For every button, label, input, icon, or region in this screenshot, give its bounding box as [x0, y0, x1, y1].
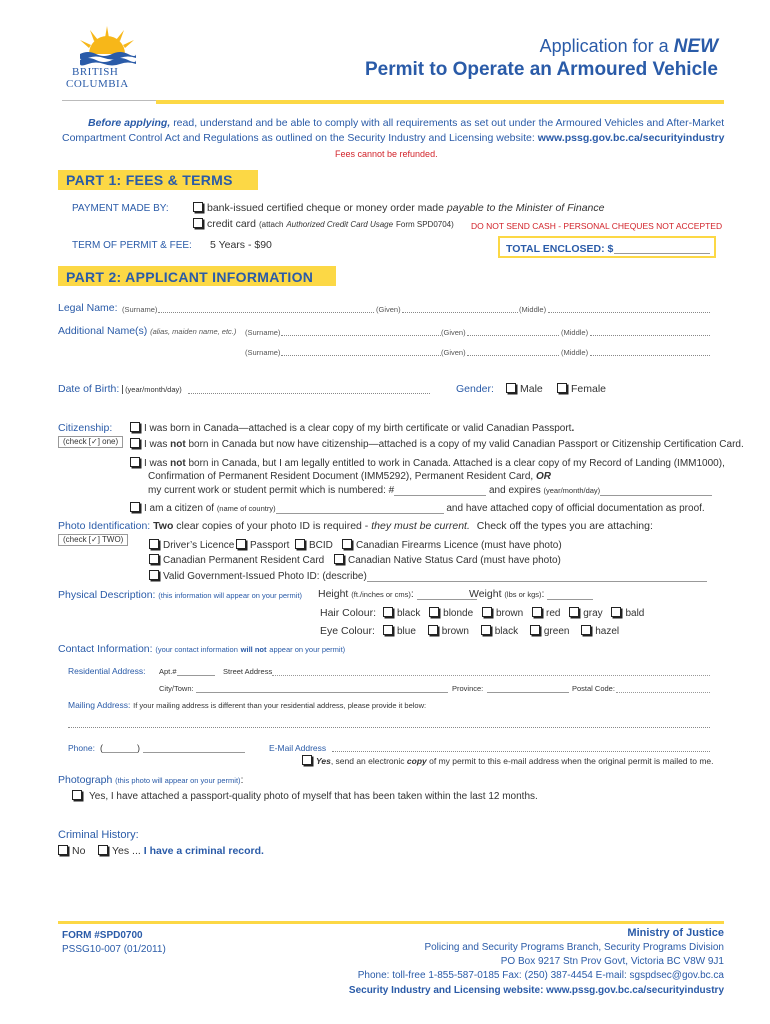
- legal-name-label: Legal Name:: [58, 302, 118, 314]
- criminal-yes-checkbox[interactable]: [98, 845, 108, 855]
- id-bcid[interactable]: BCID: [295, 539, 333, 551]
- city-field[interactable]: [196, 683, 448, 693]
- photograph-checkbox[interactable]: [72, 790, 82, 800]
- photograph-row: Photograph (this photo will appear on your permit):: [58, 774, 244, 786]
- payment-label: PAYMENT MADE BY:: [72, 203, 169, 214]
- hair-options: [383, 607, 644, 619]
- intro-line2: [62, 132, 724, 144]
- physical-row: Physical Description: (this information will appear on your permit): [58, 589, 303, 601]
- total-enclosed-label: TOTAL ENCLOSED: $: [506, 243, 614, 255]
- logo-line2: COLUMBIA: [66, 78, 129, 90]
- cit1-checkbox[interactable]: [130, 422, 140, 432]
- residential-label: Residential Address:: [68, 666, 146, 676]
- legal-given-field[interactable]: [402, 303, 518, 313]
- intro-url-link[interactable]: www.pssg.gov.bc.ca/securityindustry: [537, 132, 725, 144]
- legal-middle-hint: (Middle): [519, 305, 547, 314]
- permit-expiry-field[interactable]: [600, 486, 712, 496]
- city-label: City/Town:: [159, 684, 194, 693]
- add2-given-hint: (Given): [441, 348, 466, 357]
- dob-field[interactable]: [188, 383, 430, 394]
- id-passport[interactable]: Passport: [236, 539, 289, 551]
- add1-surname-hint: (Surname): [245, 328, 281, 337]
- hair-gray[interactable]: gray: [569, 608, 602, 619]
- hair-bald[interactable]: bald: [611, 608, 644, 619]
- other-id-checkbox[interactable]: [149, 570, 159, 580]
- photo-id-row: Photo Identification: Two clear copies of your photo ID is required - they must be current. Check off the types you are attaching:: [58, 520, 653, 532]
- cit3-checkbox[interactable]: [130, 457, 140, 467]
- email-label: E-Mail Address: [269, 743, 327, 753]
- footer-rule: [58, 921, 724, 924]
- hair-black[interactable]: black: [383, 608, 420, 619]
- citizenship-option-2[interactable]: I was not born in Canada but now have citizenship—attached is a copy of my valid Canadian Passport or Citizenship Certification Card.: [130, 438, 744, 450]
- country-field[interactable]: [276, 504, 444, 514]
- male-checkbox[interactable]: [506, 383, 516, 393]
- hair-brown[interactable]: brown: [482, 608, 523, 619]
- add1-given-hint: (Given): [441, 328, 466, 337]
- weight-row: Weight (lbs or kgs):: [469, 588, 593, 600]
- physical-label: Physical Description:: [58, 589, 156, 601]
- id-other[interactable]: Valid Government-Issued Photo ID: (describe): [149, 570, 707, 582]
- add1-surname-field[interactable]: [281, 326, 441, 336]
- firearms-checkbox[interactable]: [342, 539, 352, 549]
- legal-surname-field[interactable]: [158, 303, 374, 313]
- eye-blue[interactable]: blue: [383, 626, 416, 637]
- logo-line1: BRITISH: [72, 66, 119, 78]
- title-prefix: Application for a: [539, 36, 669, 56]
- intro-lead: Before applying,: [88, 117, 171, 129]
- header-rule-yellow: [156, 100, 724, 104]
- citizenship-option-3-line2: Confirmation of Permanent Resident Document (IMM5292), Permanent Resident Card, OR: [148, 471, 551, 482]
- check-one-box: (check [✓] one): [58, 436, 123, 448]
- add1-middle-hint: (Middle): [561, 328, 589, 337]
- intro-line2-text: Compartment Control Act and Regulations as outlined on the Security Industry and Licensing website:: [62, 132, 535, 144]
- hair-label: Hair Colour:: [320, 607, 377, 619]
- eye-brown[interactable]: brown: [428, 626, 469, 637]
- height-field[interactable]: [417, 590, 477, 600]
- address: PO Box 9217 Stn Prov Govt, Victoria BC V8W 9J1: [500, 956, 724, 967]
- postal-label: Postal Code:: [572, 684, 615, 693]
- mailing-row: Mailing Address: If your mailing address is different than your residential address, please provide it below:: [68, 700, 427, 710]
- dob-hint: (year/month/day): [122, 385, 182, 394]
- email-field[interactable]: [332, 742, 710, 752]
- criminal-yes[interactable]: Yes ... I have a criminal record.: [98, 845, 264, 857]
- drivers-checkbox[interactable]: [149, 539, 159, 549]
- add1-given-field[interactable]: [467, 326, 559, 336]
- fees-note: Fees cannot be refunded.: [335, 149, 438, 159]
- area-code-field[interactable]: [103, 743, 137, 753]
- add2-middle-field[interactable]: [590, 346, 710, 356]
- add2-middle-hint: (Middle): [561, 348, 589, 357]
- gender-female[interactable]: Female: [557, 383, 606, 395]
- phone-field[interactable]: ( ): [100, 743, 245, 753]
- citizenship-option-4[interactable]: I am a citizen of (name of country) and have attached copy of official documentation as proof.: [130, 502, 705, 514]
- criminal-no[interactable]: No: [58, 845, 85, 857]
- native-checkbox[interactable]: [334, 554, 344, 564]
- credit-card-checkbox[interactable]: [193, 218, 203, 228]
- website-link[interactable]: Security Industry and Licensing website: www.pssg.gov.bc.ca/securityindustry: [348, 985, 724, 996]
- citizenship-option-3-line3: my current work or student permit which is numbered: # and expires (year/month/day): [148, 485, 712, 496]
- phone-number-field[interactable]: [143, 743, 245, 753]
- legal-middle-field[interactable]: [548, 303, 710, 313]
- gender-male[interactable]: Male: [506, 383, 543, 395]
- additional-names-hint: (alias, maiden name, etc.): [150, 327, 237, 336]
- add2-surname-hint: (Surname): [245, 348, 281, 357]
- term-value: 5 Years - $90: [210, 239, 272, 251]
- credit-card-form: Authorized Credit Card Usage: [286, 220, 394, 229]
- citizenship-label: Citizenship:: [58, 422, 113, 434]
- additional-names-label: Additional Name(s) (alias, maiden name, etc.): [58, 325, 237, 337]
- total-enclosed-field[interactable]: [614, 243, 710, 254]
- add2-given-field[interactable]: [467, 346, 559, 356]
- cheque-checkbox[interactable]: [193, 202, 203, 212]
- height-row: Height (ft./inches or cms):: [318, 588, 477, 600]
- id-pr-card[interactable]: Canadian Permanent Resident Card: [149, 554, 324, 566]
- credit-card-text: credit card: [207, 218, 257, 230]
- check-two-box: (check [✓] TWO): [58, 534, 128, 546]
- photograph-label: Photograph: [58, 774, 113, 786]
- photo-id-label: Photo Identification:: [58, 520, 151, 532]
- dob-label: Date of Birth:: [58, 383, 120, 395]
- id-native[interactable]: Canadian Native Status Card (must have photo): [334, 554, 561, 566]
- cheque-text: bank-issued certified cheque or money order made: [207, 202, 444, 214]
- contact-row: Contact Information: (your contact information will not appear on your permit): [58, 643, 346, 655]
- dob-row: [58, 383, 182, 395]
- legal-surname-hint: (Surname): [122, 305, 158, 314]
- pr-card-checkbox[interactable]: [149, 554, 159, 564]
- citizenship-option-1[interactable]: I was born in Canada—attached is a clear copy of my birth certificate or valid Canadian Passport.: [130, 422, 574, 434]
- cit4-checkbox[interactable]: [130, 502, 140, 512]
- province-field[interactable]: [487, 683, 569, 693]
- intro-line1-rest: read, understand and be able to comply with all requirements as set out under the Armoured Vehicles and After-Market: [173, 117, 725, 129]
- other-id-field[interactable]: [367, 572, 707, 582]
- ministry: Ministry of Justice: [627, 927, 724, 939]
- hair-red[interactable]: red: [532, 608, 560, 619]
- weight-field[interactable]: [547, 590, 593, 600]
- passport-checkbox[interactable]: [236, 539, 246, 549]
- email-copy-checkbox[interactable]: [302, 755, 312, 765]
- intro-line1: [88, 117, 724, 129]
- page-title-line1: [540, 36, 718, 58]
- form-code: PSSG10-007 (01/2011): [62, 944, 166, 955]
- phone-label: Phone:: [68, 743, 95, 753]
- eye-green[interactable]: green: [530, 626, 570, 637]
- permit-number-field[interactable]: [394, 486, 486, 496]
- term-label: TERM OF PERMIT & FEE:: [72, 240, 192, 251]
- sun-waves-icon: [62, 20, 152, 66]
- contact-phone: Phone: toll-free 1-855-587-0185 Fax: (250) 387-4454 E-mail: sgspdsec@gov.bc.ca: [357, 970, 724, 981]
- gender-label: Gender:: [456, 383, 494, 395]
- cheque-payable: payable to the Minister of Finance: [446, 202, 605, 214]
- eye-hazel[interactable]: hazel: [581, 626, 619, 637]
- eye-options: [383, 625, 619, 637]
- hair-blonde[interactable]: blonde: [429, 608, 473, 619]
- branch: Policing and Security Programs Branch, Security Programs Division: [424, 942, 724, 953]
- cit2-checkbox[interactable]: [130, 438, 140, 448]
- eye-black[interactable]: black: [481, 626, 518, 637]
- credit-card-attach: (attach: [258, 220, 284, 229]
- bcid-checkbox[interactable]: [295, 539, 305, 549]
- street-label: Street Address: [223, 667, 273, 676]
- header-rule-left: [62, 100, 156, 101]
- email-copy-option[interactable]: Yes, send an electronic copy of my permit to this e-mail address when the original permit is mailed to me.: [302, 755, 714, 766]
- female-checkbox[interactable]: [557, 383, 567, 393]
- criminal-no-checkbox[interactable]: [58, 845, 68, 855]
- province-label: Province:: [452, 684, 484, 693]
- part1-title: PART 1: FEES & TERMS: [66, 172, 233, 188]
- apt-label: Apt.#: [159, 667, 177, 676]
- legal-given-hint: (Given): [376, 305, 401, 314]
- payment-option-cheque[interactable]: [193, 202, 604, 214]
- criminal-label: Criminal History:: [58, 829, 139, 841]
- cash-warning: DO NOT SEND CASH - PERSONAL CHEQUES NOT ACCEPTED: [471, 221, 723, 231]
- postal-field[interactable]: [616, 683, 710, 693]
- add1-middle-field[interactable]: [590, 326, 710, 336]
- photograph-option[interactable]: Yes, I have attached a passport-quality photo of myself that has been taken within the last 12 months.: [72, 790, 538, 802]
- eye-label: Eye Colour:: [320, 625, 375, 637]
- apt-field[interactable]: [177, 666, 215, 676]
- citizenship-option-3[interactable]: I was not born in Canada, but I am legally entitled to work in Canada. Attached is a clear copy of my Record of Landing (IMM1000),: [130, 457, 725, 469]
- mailing-label: Mailing Address:: [68, 700, 131, 710]
- part2-title: PART 2: APPLICANT INFORMATION: [66, 269, 314, 285]
- page-title-line2: Permit to Operate an Armoured Vehicle: [364, 59, 718, 80]
- add2-surname-field[interactable]: [281, 346, 441, 356]
- mailing-field[interactable]: [68, 719, 710, 728]
- payment-option-credit[interactable]: [193, 218, 454, 230]
- id-drivers[interactable]: Driver’s Licence: [149, 539, 234, 551]
- title-new: NEW: [673, 36, 718, 57]
- bc-logo: [62, 20, 152, 92]
- credit-card-form-no: Form SPD0704): [395, 220, 454, 229]
- form-number: FORM #SPD0700: [62, 930, 143, 941]
- id-firearms[interactable]: Canadian Firearms Licence (must have photo): [342, 539, 562, 551]
- street-field[interactable]: [272, 666, 710, 676]
- contact-label: Contact Information:: [58, 643, 153, 655]
